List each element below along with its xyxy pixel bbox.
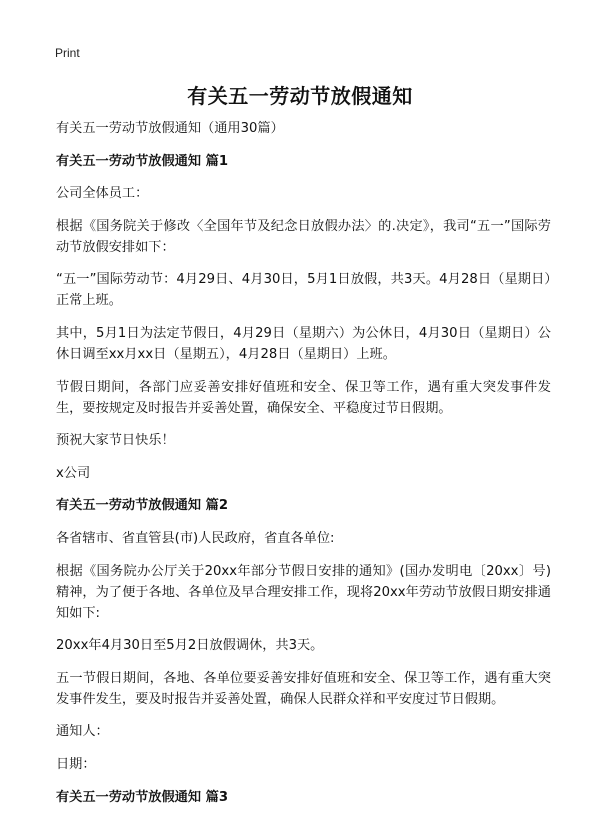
paragraph: 各省辖市、省直管县(市)人民政府，省直各单位: — [56, 530, 335, 546]
signature-company: x公司 — [56, 465, 91, 481]
document-body — [56, 118, 551, 819]
paragraph: 五一节假日期间，各地、各单位要妥善安排好值班和安全、保卫等工作，遇有重大突发事件发生，要及时报告并妥善处置，确保人民群众祥和平安度过节日假期。 — [56, 670, 551, 707]
document-subtitle: 有关五一劳动节放假通知（通用30篇） — [56, 121, 284, 136]
paragraph: 节假日期间，各部门应妥善安排好值班和安全、保卫等工作，遇有重大突发事件发生，要按规定及时报告并妥善处置，确保安全、平稳度过节日假期。 — [56, 379, 551, 416]
paragraph: 其中，5月1日为法定节假日，4月29日（星期六）为公休日，4月30日（星期日）公休日调至xx月xx日（星期五），4月28日（星期日）上班。 — [56, 325, 551, 362]
section-heading: 有关五一劳动节放假通知 篇3 — [56, 789, 229, 805]
document-title: 有关五一劳动节放假通知 — [187, 84, 413, 108]
date-line: 日期： — [56, 756, 96, 772]
notifier-line: 通知人： — [56, 724, 109, 740]
paragraph: 预祝大家节日快乐！ — [56, 433, 175, 449]
paragraph: 根据《国务院办公厅关于20xx年部分节假日安排的通知》(国办发明电〔20xx〕号)精神，为了便于各地、各单位及早合理安排工作，现将20xx年劳动节放假日期安排通知如下: — [56, 563, 551, 621]
paragraph: 根据《国务院关于修改〈全国年节及纪念日放假办法〉的.决定》，我司“五一”国际劳动节放假安排如下： — [56, 218, 551, 255]
paragraph: 20xx年4月30日至5月2日放假调休，共3天。 — [56, 638, 324, 654]
print-label: Print — [55, 46, 80, 60]
section-heading: 有关五一劳动节放假通知 篇1 — [56, 153, 229, 169]
paragraph: “五一”国际劳动节：4月29日、4月30日，5月1日放假，共3天。4月28日（星期日）正常上班。 — [56, 272, 551, 309]
paragraph: 公司全体员工： — [56, 186, 149, 202]
section-heading: 有关五一劳动节放假通知 篇2 — [56, 498, 229, 514]
